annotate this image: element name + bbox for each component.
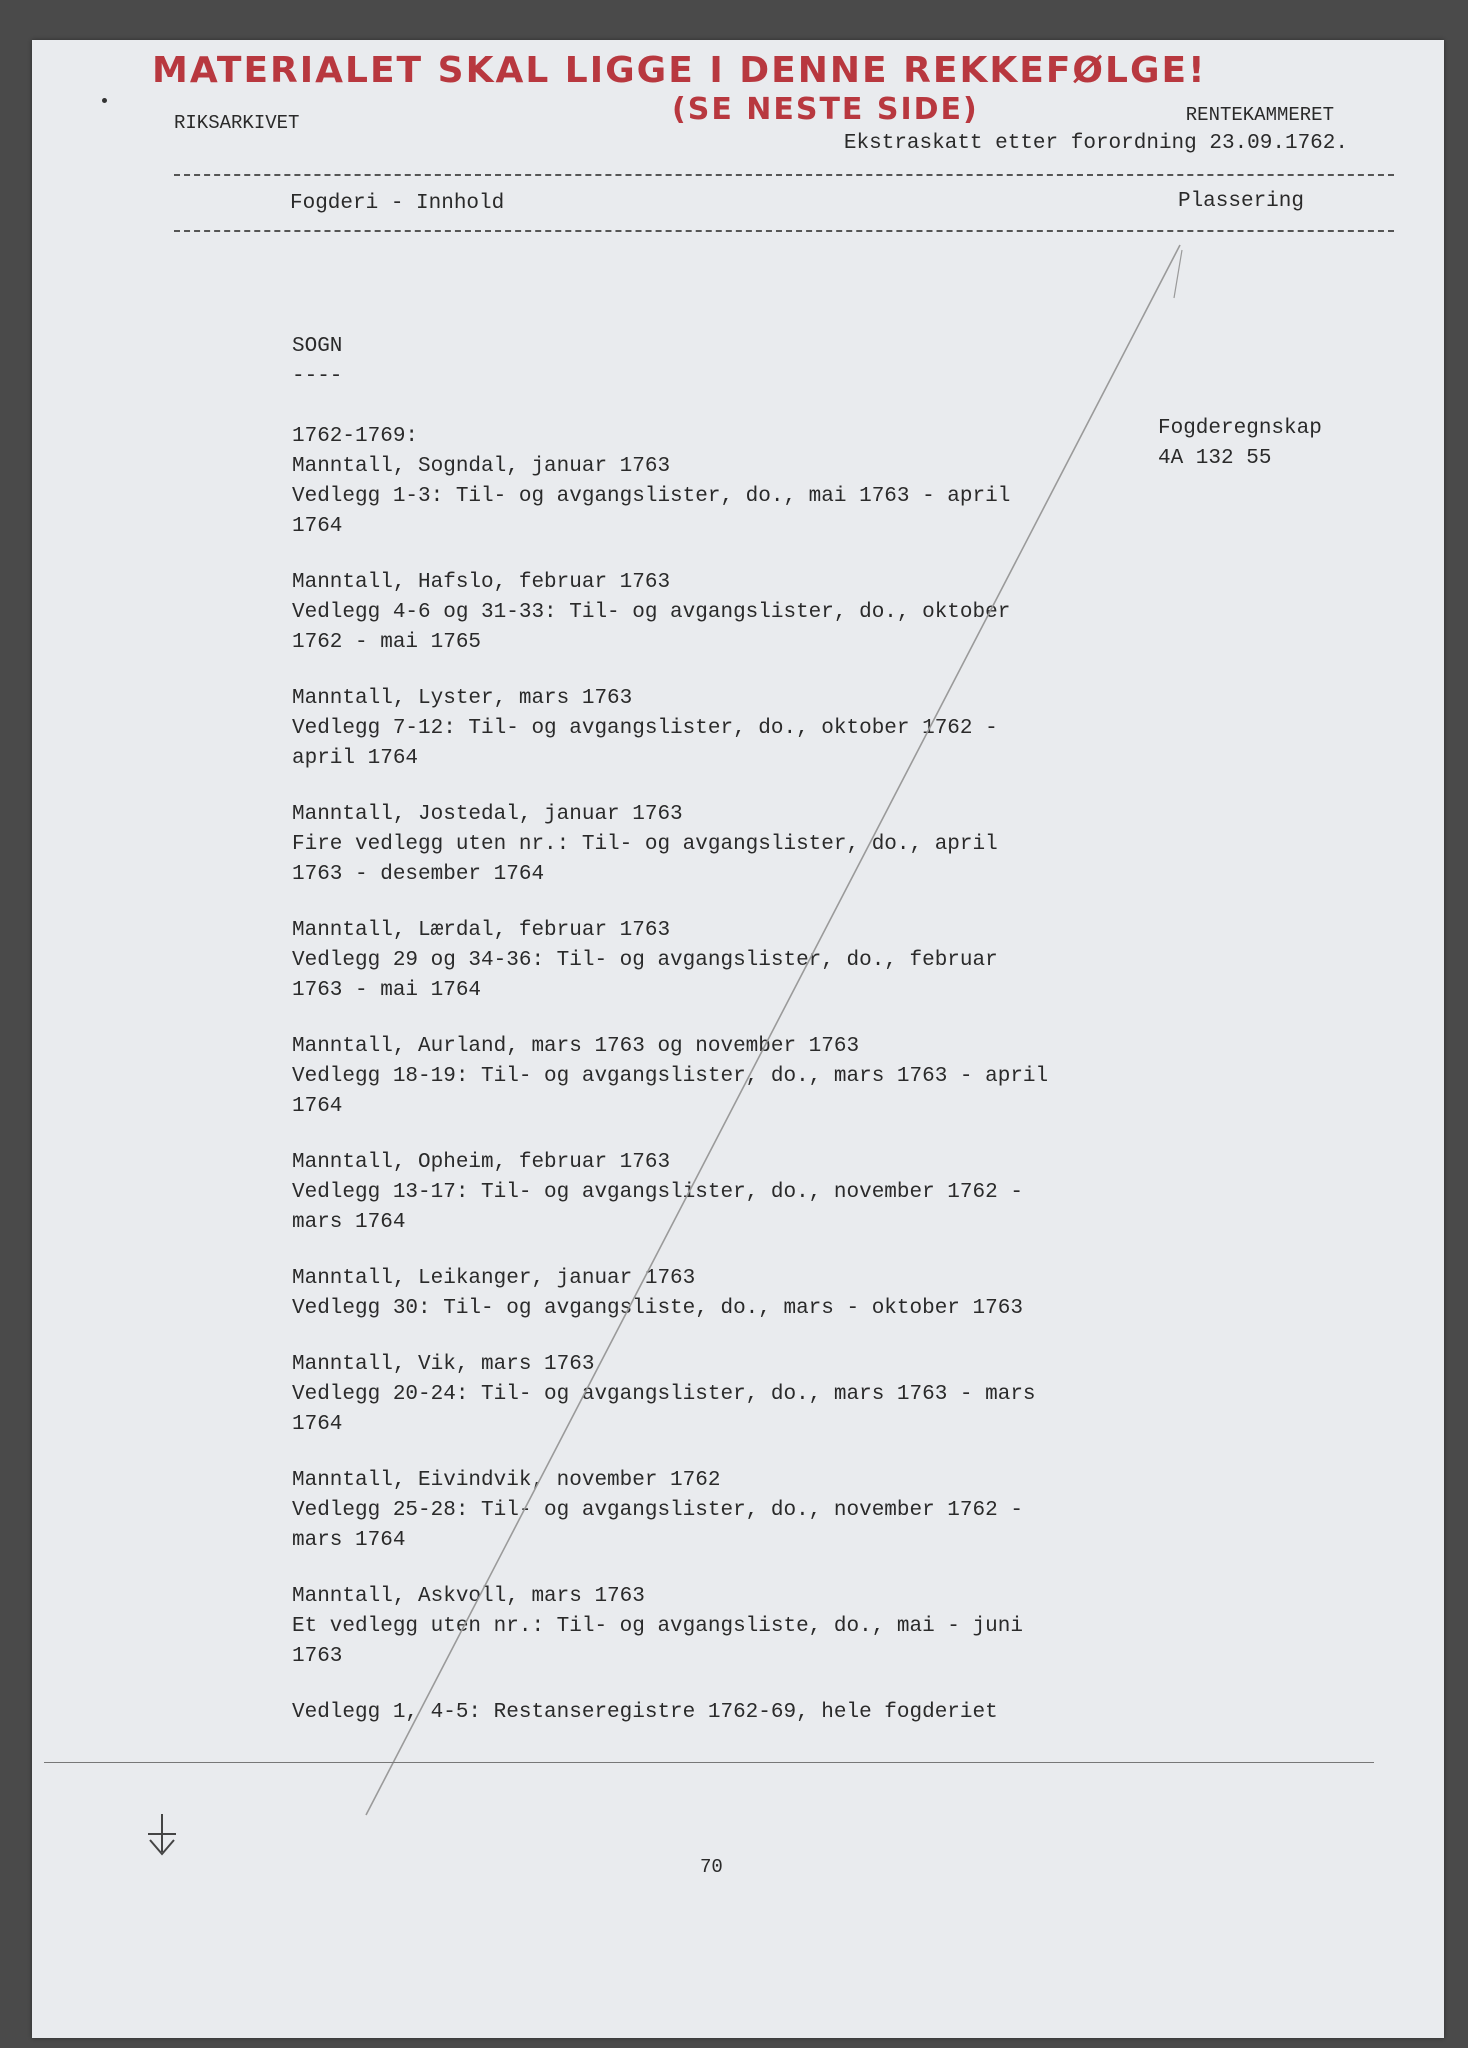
placement-line2: 4A 132 55: [1158, 447, 1272, 470]
handwritten-note-line2: (SE NESTE SIDE): [672, 92, 979, 127]
placement-line1: Fogderegnskap: [1158, 417, 1322, 440]
region-heading: SOGN: [292, 335, 343, 358]
entry-askvoll: Manntall, Askvoll, mars 1763 Et vedlegg uten nr.: Til- og avgangsliste, do., mai - juni 1763: [292, 1585, 1023, 1668]
entry-opheim: Manntall, Opheim, februar 1763 Vedlegg 13-17: Til- og avgangslister, do., november 1762 - mars 1764: [292, 1151, 1023, 1234]
entry-laerdal: Manntall, Lærdal, februar 1763 Vedlegg 29 og 34-36: Til- og avgangslister, do., februar 1763 - mai 1764: [292, 919, 998, 1002]
entry-vik: Manntall, Vik, mars 1763 Vedlegg 20-24: Til- og avgangslister, do., mars 1763 - mars 1764: [292, 1353, 1036, 1436]
entry-leikanger: Manntall, Leikanger, januar 1763 Vedlegg 30: Til- og avgangsliste, do., mars - oktober 1763: [292, 1267, 1023, 1320]
handwritten-note-line1: MATERIALET SKAL LIGGE I DENNE REKKEFØLGE!: [152, 50, 1207, 91]
entry-hafslo: Manntall, Hafslo, februar 1763 Vedlegg 4-6 og 31-33: Til- og avgangslister, do., oktober 1762 - mai 1765: [292, 571, 1011, 654]
pencil-strike-line: [32, 40, 1444, 2038]
column-heading-content: Fogderi - Innhold: [290, 192, 505, 215]
ink-speck: [102, 98, 107, 103]
down-arrow-icon: [142, 1812, 182, 1862]
entry-aurland: Manntall, Aurland, mars 1763 og november 1763 Vedlegg 18-19: Til- og avgangslister, do., mars 1763 - april 1764: [292, 1035, 1049, 1118]
header-department: RENTEKAMMERET: [1185, 104, 1334, 126]
entry-restanseregistre: Vedlegg 1, 4-5: Restanseregistre 1762-69, hele fogderiet: [292, 1701, 998, 1724]
page-number: 70: [700, 1856, 723, 1878]
bottom-rule: [44, 1762, 1374, 1763]
entry-jostedal: Manntall, Jostedal, januar 1763 Fire vedlegg uten nr.: Til- og avgangslister, do., april 1763 - desember 1764: [292, 803, 998, 886]
region-underline: ----: [292, 365, 343, 388]
entry-eivindvik: Manntall, Eivindvik, november 1762 Vedlegg 25-28: Til- og avgangslister, do., november 1762 - mars 1764: [292, 1469, 1023, 1552]
header-subtitle: Ekstraskatt etter forordning 23.09.1762.: [843, 132, 1348, 155]
document-page: [32, 40, 1444, 2038]
header-archive: RIKSARKIVET: [174, 112, 300, 134]
entry-lyster: Manntall, Lyster, mars 1763 Vedlegg 7-12: Til- og avgangslister, do., oktober 1762 - april 1764: [292, 687, 998, 770]
entry-sogndal: Manntall, Sogndal, januar 1763 Vedlegg 1-3: Til- og avgangslister, do., mai 1763 - april 1764: [292, 455, 1011, 538]
period-label: 1762-1769:: [292, 425, 419, 448]
column-heading-placement: Plassering: [1177, 190, 1304, 213]
